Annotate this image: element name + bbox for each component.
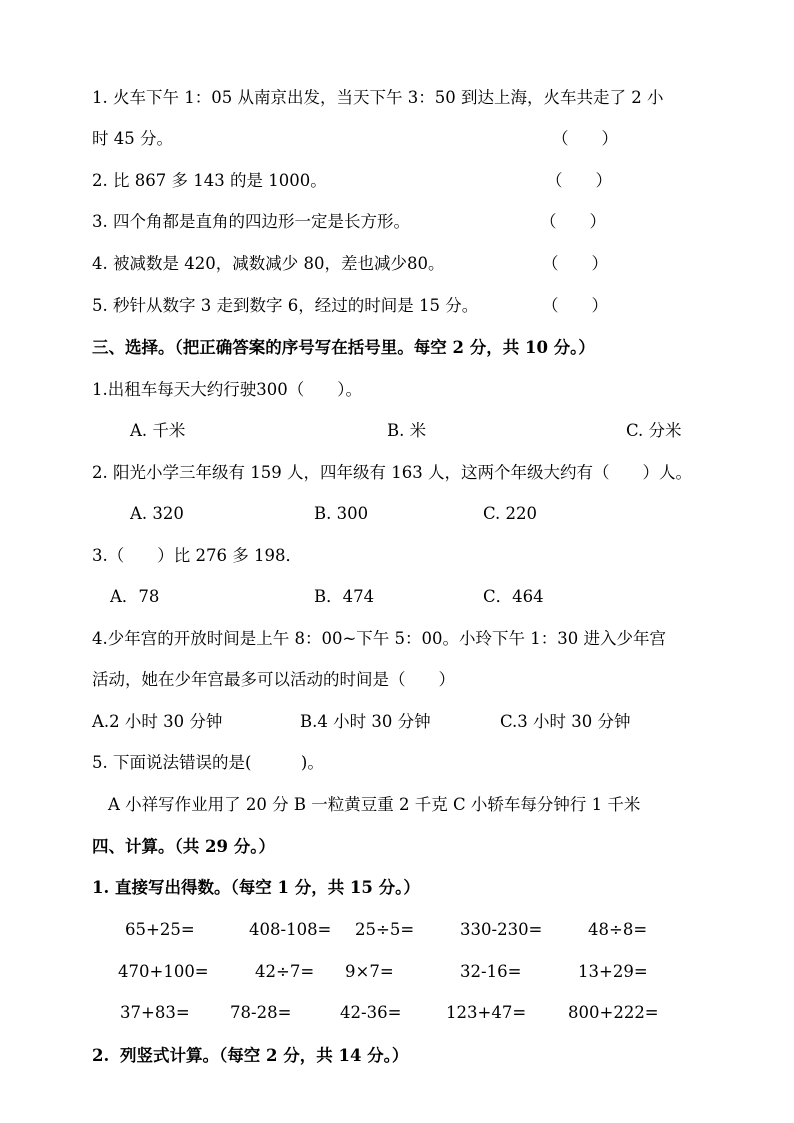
judge-q4-answer-paren[interactable]: （ ） (542, 254, 608, 273)
choice-q4-option-c[interactable]: C.3 小时 30 分钟 (500, 712, 631, 731)
choice-q2-option-c[interactable]: C. 220 (483, 504, 538, 523)
choice-q1-option-c[interactable]: C. 分米 (626, 421, 682, 440)
choice-q1-option-a[interactable]: A. 千米 (130, 421, 186, 440)
judge-q5: 5. 秒针从数字 3 走到数字 6，经过的时间是 15 分。 (92, 296, 479, 315)
choice-q3: 3.（ ）比 276 多 198． (92, 546, 302, 565)
calc-sub2-number: 2. (92, 1046, 110, 1065)
calc-expr: 42-36= (340, 1003, 402, 1022)
choice-q4-line1: 4.少年宫的开放时间是上午 8：00~下午 5：00。小玲下午 1：30 进入少年宫 (92, 629, 667, 648)
calc-section-header: 四、计算。（共 29 分。） (92, 837, 275, 856)
calc-expr: 123+47= (446, 1003, 527, 1022)
calc-expr: 37+83= (120, 1003, 190, 1022)
judge-q2-answer-paren[interactable]: （ ） (546, 171, 612, 190)
calc-expr: 470+100= (118, 962, 209, 981)
calc-expr: 48÷8= (588, 920, 648, 939)
choice-q1-option-b[interactable]: B. 米 (387, 421, 427, 440)
choice-q4-option-b[interactable]: B.4 小时 30 分钟 (300, 712, 431, 731)
choice-section-header: 三、选择。（把正确答案的序号写在括号里。每空 2 分，共 10 分。） (92, 338, 595, 357)
choice-q5: 5. 下面说法错误的是( )。 (92, 753, 324, 772)
judge-q1-line1: 1. 火车下午 1：05 从南京出发，当天下午 3：50 到达上海，火车共走了 2 小 (92, 88, 664, 107)
calc-expr: 65+25= (125, 920, 195, 939)
calc-expr: 330-230= (460, 920, 543, 939)
judge-q5-answer-paren[interactable]: （ ） (542, 296, 608, 315)
choice-q4-option-a[interactable]: A.2 小时 30 分钟 (92, 712, 223, 731)
choice-q4-line2: 活动，她在少年宫最多可以活动的时间是（ ） (92, 670, 455, 689)
judge-q1-line2: 时 45 分。 (92, 129, 173, 148)
choice-q3-option-a[interactable]: A．78 (110, 587, 160, 606)
calc-sub1-header: 1. 直接写出得数。（每空 1 分，共 15 分。） (92, 878, 420, 897)
choice-q2-option-b[interactable]: B. 300 (314, 504, 369, 523)
choice-q1: 1.出租车每天大约行驶300（ ）。 (92, 380, 362, 399)
calc-expr: 800+222= (568, 1003, 659, 1022)
choice-q2: 2. 阳光小学三年级有 159 人，四年级有 163 人，这两个年级大约有（ ）人。 (92, 463, 692, 482)
calc-expr: 32-16= (460, 962, 522, 981)
calc-sub2-header: 列竖式计算。（每空 2 分，共 14 分。） (120, 1046, 409, 1065)
calc-expr: 13+29= (578, 962, 648, 981)
judge-q2: 2. 比 867 多 143 的是 1000。 (92, 171, 327, 190)
calc-expr: 408-108= (249, 920, 332, 939)
judge-q1-answer-paren[interactable]: （ ） (552, 129, 618, 148)
choice-q3-option-c[interactable]: C．464 (483, 587, 544, 606)
choice-q2-option-a[interactable]: A. 320 (130, 504, 184, 523)
judge-q3: 3. 四个角都是直角的四边形一定是长方形。 (92, 212, 410, 231)
choice-q5-options[interactable]: A 小祥写作业用了 20 分 B 一粒黄豆重 2 千克 C 小轿车每分钟行 1 千米 (108, 795, 641, 814)
calc-expr: 78-28= (230, 1003, 292, 1022)
judge-q4: 4. 被减数是 420，减数减少 80，差也减少80。 (92, 254, 445, 273)
judge-q3-answer-paren[interactable]: （ ） (540, 212, 606, 231)
calc-expr: 9×7= (345, 962, 394, 981)
calc-expr: 25÷5= (355, 920, 415, 939)
calc-expr: 42÷7= (255, 962, 315, 981)
choice-q3-option-b[interactable]: B．474 (314, 587, 375, 606)
